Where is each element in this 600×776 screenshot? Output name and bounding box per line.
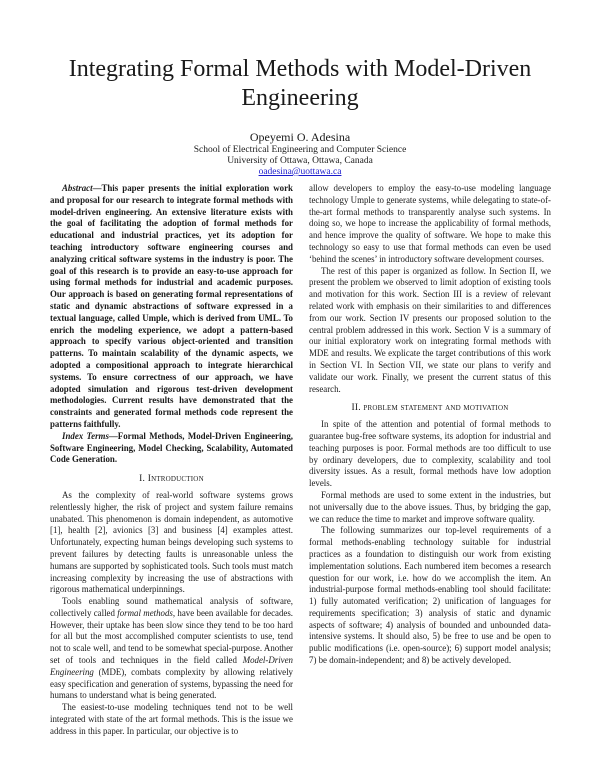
intro-paragraph-3: The easiest-to-use modeling techniques tend not to be well integrated with state of the art formal methods. This is the issue we address in this paper. In particular, our objective is to	[50, 702, 293, 736]
problem-paragraph-2: Formal methods are used to some extent in the industries, but not universally due to the above issues. Thus, by bridging the gap, we can reduce the time to market and improve software quality.	[309, 489, 551, 524]
intro-p2-text-c: (MDE), combats complexity by allowing relatively easy specification and generation of systems, bypassing the need for humans to understand what is being generated.	[50, 666, 293, 701]
right-column	[309, 183, 551, 667]
section-numeral: II.	[351, 403, 361, 414]
intro-paragraph-2	[50, 596, 293, 702]
section-title: problem statement and motivation	[363, 403, 509, 414]
affiliation-university: University of Ottawa, Ottawa, Canada	[227, 156, 373, 166]
section-title: Introduction	[147, 474, 204, 485]
formal-methods-emphasis: formal methods	[117, 607, 173, 618]
intro-paragraph-3-continued: allow developers to employ the easy-to-use modeling language technology Umple to generate systems, while delegating to state-of-the-art formal methods to transparently analyse such systems. In doing so, we hope to increase the applicability of formal methods, and hence improve the quality of software. We hope to make this technology so easy to use that formal methods can even be used ‘behind the scenes’ in introductory software development courses.	[309, 183, 551, 264]
abstract-paragraph	[50, 183, 293, 431]
paper-title: Integrating Formal Methods with Model-Driven Engineering	[68, 56, 532, 111]
problem-paragraph-1: In spite of the attention and potential of formal methods to guarantee bug-free software systems, its adoption for industrial and teaching purposes is poor. Formal methods are too difficult to use by ordinary developers, due to complexity, scalability and tool diversity issues. As a result, formal methods have low adoption levels.	[309, 419, 551, 489]
intro-paragraph-4: The rest of this paper is organized as follow. In Section II, we present the problem we observed to limit adoption of existing tools and motivation for this work. Section III is a review of relevant related work with emphasis on their similarities to and differences from our work. Section IV presents our proposed solution to the central problem addressed in this work. Section V is a summary of our initial exploratory work on integrating formal methods with MDE and results. We explicate the target contributions of this work in Section VI. In Section VII, we state our plans to verify and validate our work. Finally, we present the current status of this research.	[309, 265, 551, 394]
author-name: Opeyemi O. Adesina	[249, 130, 351, 144]
intro-paragraph-1: As the complexity of real-world software systems grows relentlessly higher, the risk of project and system failure remains unabated. This phenomenon is domain independent, as automotive [1], health [2], avionics [3] and business [4] examples attest. Unfortunately, expecting human beings developing such systems to prevent failures by detecting faults is unreasonable unless the humans are supported by sophisticated tools. Such tools must match increasing complexity by increasing the use of abstractions with rigorous mathematical underpinnings.	[50, 489, 293, 595]
section-heading-introduction	[50, 474, 293, 486]
abstract	[50, 183, 293, 466]
problem-paragraph-3: The following summarizes our top-level requirements of a formal methods-enabling technology suitable for industrial practices as a foundation to distinguish our work from existing implementation solutions. Each numbered item becomes a research question for our work, i.e. how do we accomplish the item. An industrial-purpose formal methods-enabling tool should facilitate: 1) fully automated verification; 2) unification of languages for requirements specification; 3) analysis of static and dynamic aspects of software; 4) analysis of bounded and unbounded data-intensive systems. It should also, 5) be free to use and be open to public modifications (i.e. open-source); 6) support model analysis; 7) be domain-independent; and 8) be actively developed.	[309, 525, 551, 666]
author-email-link[interactable]: oadesina@uottawa.ca	[258, 167, 342, 177]
abstract-label: Abstract	[62, 183, 93, 193]
index-terms-label: Index Terms	[62, 430, 109, 441]
intro-p2-text-a: Tools enabling sound mathematical analysis of software, collectively called	[50, 596, 293, 618]
section-numeral: I.	[139, 474, 146, 485]
section-heading-problem	[309, 403, 551, 415]
mde-emphasis: Model-Driven Engineering	[50, 655, 293, 677]
affiliation-school: School of Electrical Engineering and Computer Science	[193, 145, 407, 155]
intro-p2-text-b: , have been available for decades. However, their uptake has been slow since they tend to be too hard for all but the most accomplished computer scientists to use, tend not to scale well, and tend to be somewhat special-purpose. Another set of tools and techniques in the field called	[50, 607, 293, 666]
index-terms-paragraph	[50, 431, 293, 466]
left-column	[50, 183, 293, 738]
index-terms-text: —Formal Methods, Model-Driven Engineering, Software Engineering, Model Checking, Scalability, Automated Code Generation.	[50, 430, 294, 465]
abstract-text: —This paper presents the initial exploration work and proposal for our research to integrate formal methods with model-driven engineering. An extensive literature exists with the goal of facilitating the adoption of formal methods for educational and industrial practices, yet its adoption for teaching introductory software engineering courses and analyzing critical software systems in the industry is poor. The goal of this research is to provide an easy-to-use approach for using formal methods for industrial and academic purposes. Our approach is based on generating formal representations of static and dynamic abstractions of software expressed in a textual language, called Umple, which is derived from UML. To enrich the modeling experience, we adopt a pattern-based approach to specify various object-oriented and transition patterns. To maintain scalability of the dynamic aspects, we adopted a compositional approach to integrate hierarchical systems. To ensure correctness of our approach, we have adopted simulation and rigorous test-driven development methodologies. Current results have demonstrated that the constraints and generated formal methods code represent the patterns faithfully.	[50, 183, 293, 429]
